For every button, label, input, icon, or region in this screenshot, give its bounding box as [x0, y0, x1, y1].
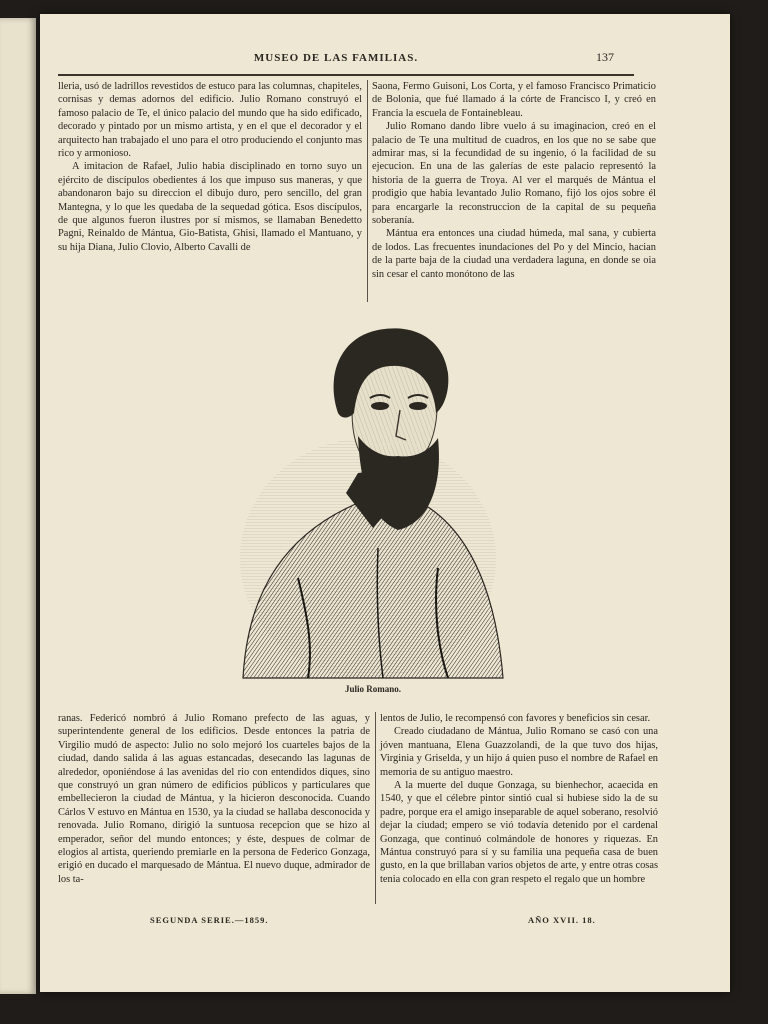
portrait-engraving: [238, 318, 508, 682]
footer-signature: AÑO XVII. 18.: [528, 915, 596, 925]
paragraph: lentos de Julio, le recompensó con favores y beneficios sin cesar.: [380, 713, 651, 724]
footer-series: SEGUNDA SERIE.—1859.: [150, 915, 269, 925]
paragraph: A la muerte del duque Gonzaga, su bienhechor, acaecida en 1540, y que el célebre pintor sintió cual si hubiese sido la de su padre, porque era el amigo inseparable de aquel soberano, resolvió dejar la ciudad; empero se vió todavía detenido por el cardenal Gonzaga, que continuó colmándole de honores y riquezas. En Mántua construyó para sí y su familia una pequeña casa de buen gusto, en la que brillaban varios objetos de arte, y entre otras cosas tenia colocado en ella con gran respeto el regalo que un hombre: [380, 780, 658, 885]
paragraph: Creado ciudadano de Mántua, Julio Romano se casó con una jóven mantuana, Elena Guazzolandi, de la que tuvo dos hijas, Virginia y Griselda, y un hijo á quien puso el nombre de Rafael en memoria de su antiguo maestro.: [380, 726, 658, 778]
column-bottom-right: [380, 712, 658, 886]
column-top-left: [58, 80, 362, 254]
running-title: MUSEO DE LAS FAMILIAS.: [253, 52, 419, 64]
paragraph: Saona, Fermo Guisoni, Los Corta, y el famoso Francisco Primaticio de Bolonia, que fué llamado á la córte de Francisco I, y creó en Francia la escuela de Fontainebleau.: [372, 81, 656, 119]
page-number: 137: [596, 50, 614, 64]
facing-page-edge: [0, 18, 36, 994]
column-divider-top: [367, 80, 368, 302]
paragraph: Julio Romano dando libre vuelo á su imaginacion, creó en el palacio de Te una multitud de cuadros, en los que no se sabe que admirar mas, si la fecundidad de su ingenio, ó la facilidad de su ejecucion. En una de las galerías de este palacio representó la historia de la guerra de Troya. Al ver el marqués de Mántua el prodigio que habia levantado Julio Romano, fijó los ojos sobre él para encargarle la reconstruccion de la capital de su pequeña soberanía.: [372, 121, 656, 227]
paragraph: Mántua era entonces una ciudad húmeda, mal sana, y cubierta de lodos. Las frecuentes inundaciones del Po y del Mincio, hacian de la parte baja de la ciudad una verdadera laguna, en donde se oia sin cesar el canto monótono de las: [372, 228, 656, 280]
figure-caption: Julio Romano.: [344, 684, 401, 694]
paragraph: ranas. Federicó nombró á Julio Romano prefecto de las aguas, y superintendente general de los edificios. Desde entonces la patria de Virgilio mudó de aspecto: Julio no solo mejoró los cuarteles bajos de la ciudad, dando salida á las aguas estancadas, desecando las lagunas de alrededor, oponiéndose á las avenidas del rio con entendidos diques, sino que construyó un gran número de edificios públicos y particulares que embellecieron la ciudad de Mántua, y la hicieron desconocida. Cuando Cárlos V estuvo en Mántua en 1530, ya la ciudad se hallaba desconocida y renovada. Julio Romano, dirigió la suntuosa recepcion que se hizo al emperador, señor del mundo entonces; y éste, despues de colmar de elogios al artista, queriendo premiarle en la persona de Federico Gonzaga, erigió en ducado el marquesado de Mántua. El nuevo duque, admirador de los ta-: [58, 713, 370, 885]
paragraph: A imitacion de Rafael, Julio habia disciplinado en torno suyo un ejército de discípulos obedientes á los que impuso sus maneras, y que abandonaron bajo su direccion el dibujo duro, pero sencillo, del gran Mantegna, y lo que les quedaba de la sequedad gótica. Esos discípulos, de que algunos fueron ilustres por sí mismos, se llamaban Benedetto Pagni, Reinaldo de Mántua, Gio-Batista, Ghisi, llamado el Mantuano, y su hija Diana, Julio Clovio, Alberto Cavalli de: [58, 161, 362, 253]
paragraph: lleria, usó de ladrillos revestidos de estuco para las columnas, chapiteles, cornisas y demas adornos del edificio. Julio Romano construyó el famoso palacio de Te, el único palacio del mundo que ha sido edificado, decorado y pintado por un mismo artista, y en el que el decorador y el arquitecto han trabajado el uno para el otro produciendo el conjunto mas rico y armonioso.: [58, 81, 362, 160]
page-header: [58, 50, 614, 72]
column-top-right: [372, 80, 656, 281]
header-rule: [58, 74, 634, 76]
column-bottom-left: [58, 712, 370, 886]
column-divider-bottom: [375, 712, 376, 904]
